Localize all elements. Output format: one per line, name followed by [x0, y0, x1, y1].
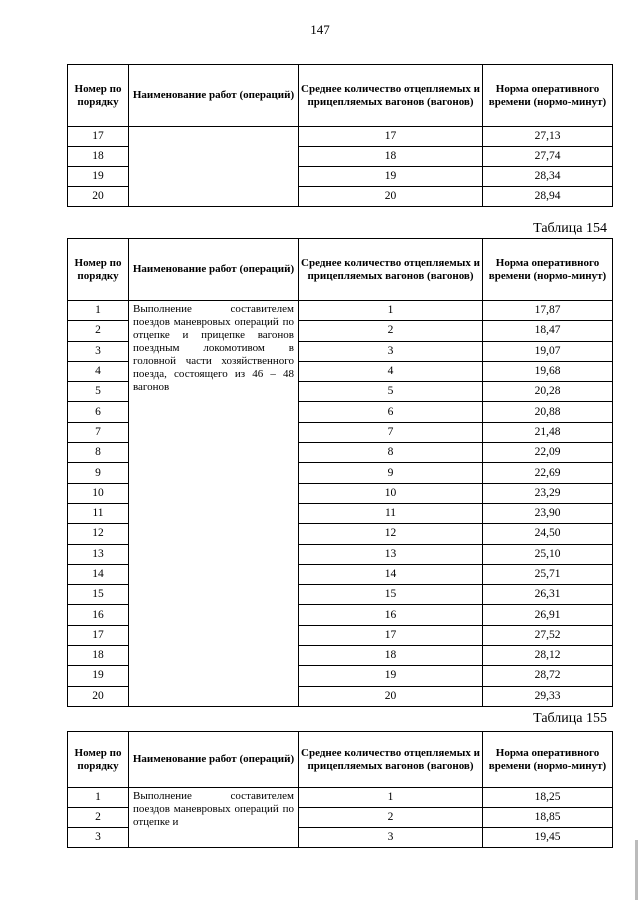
time-norm-cell: 26,31: [483, 585, 613, 605]
row-number-cell: 10: [68, 483, 129, 503]
table-154: [67, 238, 613, 707]
wagon-count-cell: 10: [299, 483, 483, 503]
header-number: Номер по порядку: [68, 239, 129, 301]
wagon-count-cell: 20: [299, 686, 483, 706]
header-operation-name: Наименование работ (операций): [129, 239, 299, 301]
wagon-count-cell: 1: [299, 301, 483, 321]
operation-description-cell: [129, 127, 299, 207]
time-norm-cell: 27,52: [483, 625, 613, 645]
row-number-cell: 6: [68, 402, 129, 422]
table-155-caption: Таблица 155: [533, 711, 607, 726]
header-operation-name: Наименование работ (операций): [129, 732, 299, 788]
wagon-count-cell: 7: [299, 422, 483, 442]
time-norm-cell: 28,72: [483, 666, 613, 686]
time-norm-cell: 23,29: [483, 483, 613, 503]
time-norm-cell: 21,48: [483, 422, 613, 442]
row-number-cell: 18: [68, 147, 129, 167]
row-number-cell: 9: [68, 463, 129, 483]
row-number-cell: 20: [68, 187, 129, 207]
time-norm-cell: 27,13: [483, 127, 613, 147]
wagon-count-cell: 15: [299, 585, 483, 605]
row-number-cell: 1: [68, 301, 129, 321]
row-number-cell: 11: [68, 503, 129, 523]
wagon-count-cell: 16: [299, 605, 483, 625]
table-row: [68, 127, 613, 147]
wagon-count-cell: 17: [299, 625, 483, 645]
time-norm-cell: 25,10: [483, 544, 613, 564]
row-number-cell: 13: [68, 544, 129, 564]
row-number-cell: 19: [68, 666, 129, 686]
time-norm-cell: 19,45: [483, 828, 613, 848]
wagon-count-cell: 12: [299, 524, 483, 544]
scan-edge-mark: [635, 840, 638, 900]
time-norm-cell: 22,09: [483, 443, 613, 463]
page-number: 147: [310, 22, 330, 37]
row-number-cell: 17: [68, 625, 129, 645]
time-norm-cell: 23,90: [483, 503, 613, 523]
wagon-count-cell: 1: [299, 788, 483, 808]
time-norm-cell: 19,68: [483, 361, 613, 381]
time-norm-cell: 28,94: [483, 187, 613, 207]
wagon-count-cell: 14: [299, 564, 483, 584]
wagon-count-cell: 3: [299, 341, 483, 361]
row-number-cell: 19: [68, 167, 129, 187]
operation-description-cell: Выполнение составителем поездов маневровых операций по отцепке и прицепке вагонов поездным локомотивом в головной части хозяйственного поезда, состоящего из 46 – 48 вагонов: [129, 301, 299, 707]
table-154-caption: Таблица 154: [533, 221, 607, 236]
row-number-cell: 17: [68, 127, 129, 147]
header-wagon-count: Среднее количество отцепляемых и прицепляемых вагонов (вагонов): [299, 732, 483, 788]
row-number-cell: 14: [68, 564, 129, 584]
row-number-cell: 7: [68, 422, 129, 442]
header-time-norm: Норма оперативного времени (нормо-минут): [483, 732, 613, 788]
header-wagon-count: Среднее количество отцепляемых и прицепляемых вагонов (вагонов): [299, 239, 483, 301]
row-number-cell: 3: [68, 828, 129, 848]
time-norm-cell: 28,12: [483, 646, 613, 666]
wagon-count-cell: 4: [299, 361, 483, 381]
row-number-cell: 20: [68, 686, 129, 706]
row-number-cell: 18: [68, 646, 129, 666]
operation-description-cell: Выполнение составителем поездов маневровых операций по отцепке и: [129, 788, 299, 848]
wagon-count-cell: 5: [299, 382, 483, 402]
row-number-cell: 2: [68, 808, 129, 828]
time-norm-cell: 24,50: [483, 524, 613, 544]
wagon-count-cell: 2: [299, 321, 483, 341]
wagon-count-cell: 13: [299, 544, 483, 564]
row-number-cell: 4: [68, 361, 129, 381]
time-norm-cell: 18,25: [483, 788, 613, 808]
time-norm-cell: 20,28: [483, 382, 613, 402]
wagon-count-cell: 9: [299, 463, 483, 483]
row-number-cell: 1: [68, 788, 129, 808]
time-norm-cell: 28,34: [483, 167, 613, 187]
header-wagon-count: Среднее количество отцепляемых и прицепляемых вагонов (вагонов): [299, 65, 483, 127]
time-norm-cell: 20,88: [483, 402, 613, 422]
table-155: [67, 731, 613, 848]
wagon-count-cell: 18: [299, 147, 483, 167]
header-time-norm: Норма оперативного времени (нормо-минут): [483, 65, 613, 127]
wagon-count-cell: 20: [299, 187, 483, 207]
header-time-norm: Норма оперативного времени (нормо-минут): [483, 239, 613, 301]
row-number-cell: 15: [68, 585, 129, 605]
time-norm-cell: 25,71: [483, 564, 613, 584]
time-norm-cell: 29,33: [483, 686, 613, 706]
wagon-count-cell: 18: [299, 646, 483, 666]
time-norm-cell: 19,07: [483, 341, 613, 361]
wagon-count-cell: 6: [299, 402, 483, 422]
wagon-count-cell: 3: [299, 828, 483, 848]
row-number-cell: 8: [68, 443, 129, 463]
row-number-cell: 12: [68, 524, 129, 544]
row-number-cell: 5: [68, 382, 129, 402]
time-norm-cell: 26,91: [483, 605, 613, 625]
time-norm-cell: 27,74: [483, 147, 613, 167]
header-operation-name: Наименование работ (операций): [129, 65, 299, 127]
time-norm-cell: 18,47: [483, 321, 613, 341]
wagon-count-cell: 8: [299, 443, 483, 463]
wagon-count-cell: 19: [299, 167, 483, 187]
row-number-cell: 3: [68, 341, 129, 361]
time-norm-cell: 18,85: [483, 808, 613, 828]
table-continuation: [67, 64, 613, 207]
table-row: [68, 301, 613, 321]
wagon-count-cell: 11: [299, 503, 483, 523]
row-number-cell: 16: [68, 605, 129, 625]
wagon-count-cell: 2: [299, 808, 483, 828]
wagon-count-cell: 19: [299, 666, 483, 686]
row-number-cell: 2: [68, 321, 129, 341]
table-row: [68, 788, 613, 808]
time-norm-cell: 22,69: [483, 463, 613, 483]
time-norm-cell: 17,87: [483, 301, 613, 321]
header-number: Номер по порядку: [68, 732, 129, 788]
wagon-count-cell: 17: [299, 127, 483, 147]
header-number: Номер по порядку: [68, 65, 129, 127]
